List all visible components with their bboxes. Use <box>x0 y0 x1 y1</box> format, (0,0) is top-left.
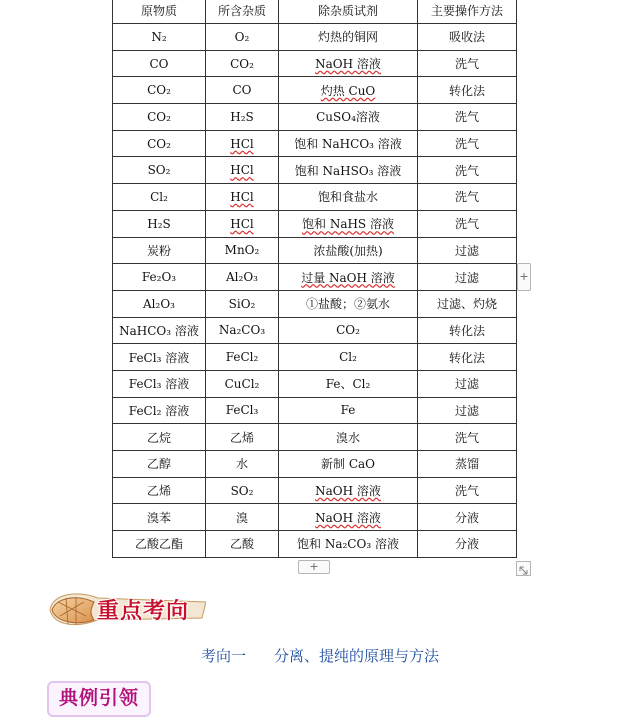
method-cell: 转化法 <box>418 77 517 104</box>
impurity-removal-table <box>112 0 517 558</box>
original-substance-cell: 乙醇 <box>113 451 206 478</box>
reagent-cell: CuSO₄溶液 <box>279 104 418 131</box>
reagent-cell: 灼热的铜网 <box>279 24 418 51</box>
impurity-cell: FeCl₂ <box>206 344 279 371</box>
direction-title: 分离、提纯的原理与方法 <box>274 647 440 665</box>
method-cell: 分液 <box>418 504 517 531</box>
table-row <box>113 344 517 371</box>
impurity-cell: SiO₂ <box>206 290 279 317</box>
method-cell: 过滤、灼烧 <box>418 290 517 317</box>
method-cell: 洗气 <box>418 210 517 237</box>
table-row <box>113 397 517 424</box>
original-substance-cell: CO₂ <box>113 104 206 131</box>
method-cell: 洗气 <box>418 130 517 157</box>
impurity-cell: HCl <box>206 210 279 237</box>
original-substance-cell: N₂ <box>113 24 206 51</box>
reagent-cell: 过量 NaOH 溶液 <box>279 264 418 291</box>
table-row <box>113 50 517 77</box>
impurity-cell: HCl <box>206 184 279 211</box>
reagent-cell: NaOH 溶液 <box>279 477 418 504</box>
method-cell: 过滤 <box>418 264 517 291</box>
original-substance-cell: NaHCO₃ 溶液 <box>113 317 206 344</box>
method-cell: 过滤 <box>418 370 517 397</box>
table-resize-handle[interactable] <box>516 561 531 576</box>
original-substance-cell: 乙酸乙酯 <box>113 531 206 558</box>
original-substance-cell: 乙烷 <box>113 424 206 451</box>
original-substance-cell: FeCl₂ 溶液 <box>113 397 206 424</box>
table-row <box>113 424 517 451</box>
impurity-cell: FeCl₃ <box>206 397 279 424</box>
reagent-cell: ①盐酸；②氨水 <box>279 290 418 317</box>
reagent-cell: NaOH 溶液 <box>279 50 418 77</box>
reagent-cell: Cl₂ <box>279 344 418 371</box>
table-row <box>113 184 517 211</box>
table-row <box>113 130 517 157</box>
method-cell: 洗气 <box>418 477 517 504</box>
method-cell: 转化法 <box>418 344 517 371</box>
reagent-cell: 饱和 NaHS 溶液 <box>279 210 418 237</box>
header-method: 主要操作方法 <box>418 0 517 24</box>
header-original-substance: 原物质 <box>113 0 206 24</box>
table-row <box>113 210 517 237</box>
table-row <box>113 290 517 317</box>
reagent-cell: Fe <box>279 397 418 424</box>
resize-arrow-icon <box>517 564 530 577</box>
table-row <box>113 531 517 558</box>
method-cell: 过滤 <box>418 397 517 424</box>
method-cell: 吸收法 <box>418 24 517 51</box>
original-substance-cell: FeCl₃ 溶液 <box>113 344 206 371</box>
original-substance-cell: CO <box>113 50 206 77</box>
impurity-cell: 溴 <box>206 504 279 531</box>
impurity-cell: 乙酸 <box>206 531 279 558</box>
table-row <box>113 157 517 184</box>
table-row <box>113 504 517 531</box>
impurity-cell: Na₂CO₃ <box>206 317 279 344</box>
reagent-cell: 饱和 Na₂CO₃ 溶液 <box>279 531 418 558</box>
reagent-cell: 饱和 NaHSO₃ 溶液 <box>279 157 418 184</box>
header-impurity: 所含杂质 <box>206 0 279 24</box>
table-row <box>113 237 517 264</box>
original-substance-cell: 溴苯 <box>113 504 206 531</box>
impurity-cell: CuCl₂ <box>206 370 279 397</box>
table-row <box>113 24 517 51</box>
method-cell: 洗气 <box>418 157 517 184</box>
reagent-cell: 浓盐酸(加热) <box>279 237 418 264</box>
impurity-cell: H₂S <box>206 104 279 131</box>
table-row <box>113 370 517 397</box>
original-substance-cell: Cl₂ <box>113 184 206 211</box>
impurity-cell: CO₂ <box>206 50 279 77</box>
reagent-cell: 饱和食盐水 <box>279 184 418 211</box>
impurity-cell: HCl <box>206 157 279 184</box>
original-substance-cell: 炭粉 <box>113 237 206 264</box>
header-reagent: 除杂质试剂 <box>279 0 418 24</box>
method-cell: 洗气 <box>418 184 517 211</box>
direction-heading <box>0 645 640 666</box>
impurity-cell: O₂ <box>206 24 279 51</box>
table-header-row <box>113 0 517 24</box>
impurity-cell: 水 <box>206 451 279 478</box>
example-guide-label: 典例引领 <box>58 687 139 709</box>
table-row <box>113 451 517 478</box>
impurity-cell: SO₂ <box>206 477 279 504</box>
method-cell: 洗气 <box>418 424 517 451</box>
original-substance-cell: H₂S <box>113 210 206 237</box>
impurity-cell: CO <box>206 77 279 104</box>
method-cell: 过滤 <box>418 237 517 264</box>
table-row <box>113 77 517 104</box>
add-row-button[interactable]: + <box>298 560 330 574</box>
original-substance-cell: FeCl₃ 溶液 <box>113 370 206 397</box>
reagent-cell: Fe、Cl₂ <box>279 370 418 397</box>
method-cell: 洗气 <box>418 50 517 77</box>
method-cell: 转化法 <box>418 317 517 344</box>
table-row <box>113 104 517 131</box>
impurity-cell: HCl <box>206 130 279 157</box>
table-row <box>113 264 517 291</box>
original-substance-cell: 乙烯 <box>113 477 206 504</box>
impurity-cell: Al₂O₃ <box>206 264 279 291</box>
table-row <box>113 477 517 504</box>
method-cell: 洗气 <box>418 104 517 131</box>
impurity-cell: 乙烯 <box>206 424 279 451</box>
reagent-cell: 灼热 CuO <box>279 77 418 104</box>
impurity-cell: MnO₂ <box>206 237 279 264</box>
reagent-cell: 新制 CaO <box>279 451 418 478</box>
original-substance-cell: CO₂ <box>113 130 206 157</box>
table-row <box>113 317 517 344</box>
original-substance-cell: Fe₂O₃ <box>113 264 206 291</box>
reagent-cell: NaOH 溶液 <box>279 504 418 531</box>
example-guide-box <box>47 681 151 717</box>
method-cell: 蒸馏 <box>418 451 517 478</box>
reagent-cell: 饱和 NaHCO₃ 溶液 <box>279 130 418 157</box>
add-column-button[interactable]: + <box>517 263 531 291</box>
reagent-cell: CO₂ <box>279 317 418 344</box>
original-substance-cell: CO₂ <box>113 77 206 104</box>
direction-label: 考向一 <box>200 647 246 665</box>
original-substance-cell: Al₂O₃ <box>113 290 206 317</box>
reagent-cell: 溴水 <box>279 424 418 451</box>
key-direction-banner-title: 重点考向 <box>97 598 190 624</box>
method-cell: 分液 <box>418 531 517 558</box>
original-substance-cell: SO₂ <box>113 157 206 184</box>
